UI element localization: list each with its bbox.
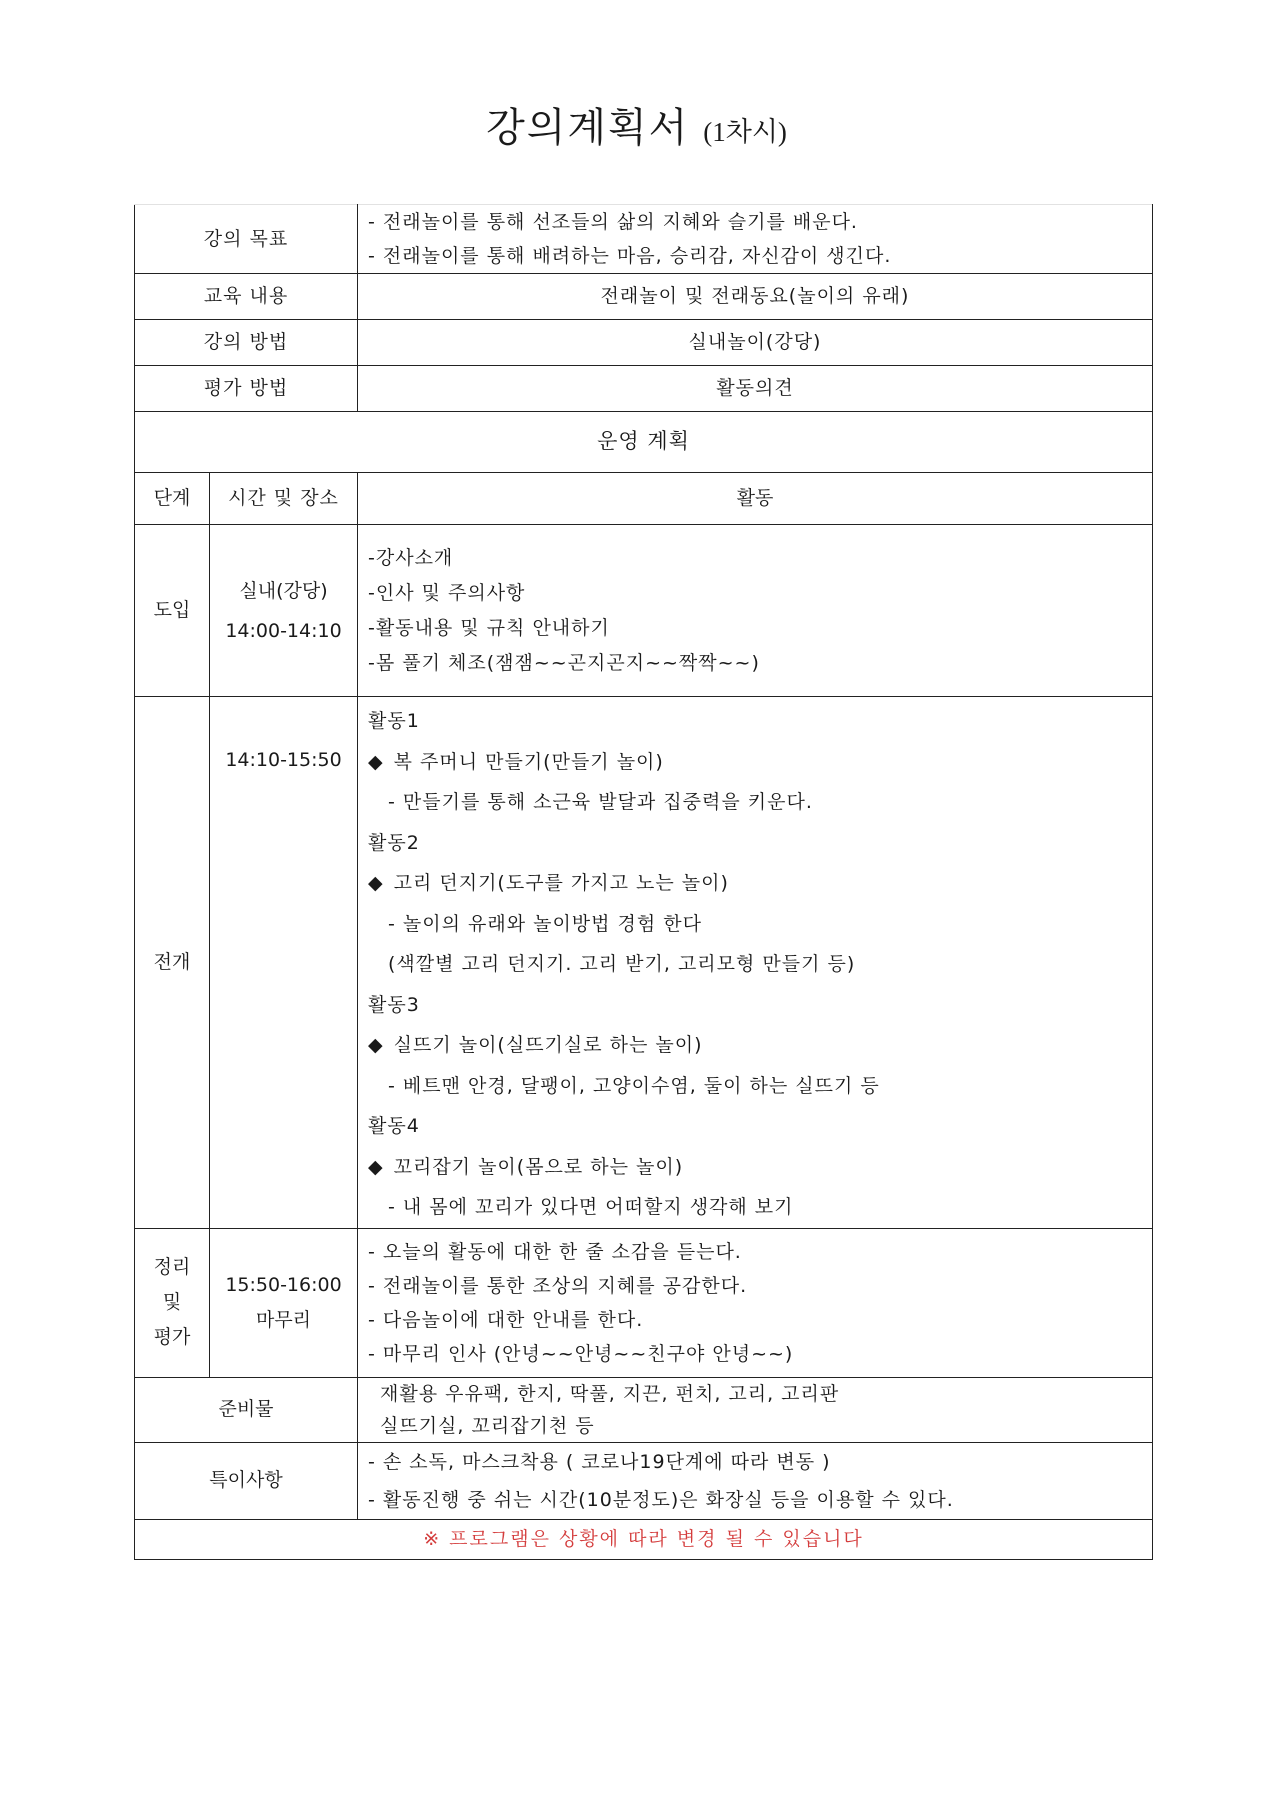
activity-heading: 활동2 — [368, 831, 420, 854]
intro-line: -인사 및 주의사항 — [368, 581, 526, 604]
intro-activity-cell — [358, 525, 1153, 697]
activity-heading: 활동4 — [368, 1115, 420, 1137]
closing-activity-cell — [358, 1228, 1153, 1377]
main-time-cell — [210, 697, 358, 1229]
eval-row — [135, 366, 1153, 412]
closing-time-cell — [210, 1228, 358, 1377]
method-value: 실내놀이(강당) — [358, 320, 1153, 366]
activity-item: ◆ 복 주머니 만들기(만들기 놀이) — [368, 742, 1142, 783]
content-row — [135, 274, 1153, 320]
activity-heading: 활동1 — [368, 710, 420, 732]
plan-heading: 운영 계획 — [135, 412, 1153, 473]
closing-line: - 마무리 인사 (안녕~~안녕~~친구야 안녕~~) — [368, 1342, 794, 1365]
col-stage-header: 단계 — [135, 473, 210, 525]
content-value: 전래놀이 및 전래동요(놀이의 유래) — [358, 274, 1153, 320]
closing-stage-line: 평가 — [153, 1326, 191, 1348]
closing-stage-cell — [135, 1228, 210, 1377]
goal-line: - 전래놀이를 통해 배려하는 마음, 승리감, 자신감이 생긴다. — [368, 245, 892, 267]
special-label: 특이사항 — [135, 1442, 358, 1519]
closing-line: - 전래놀이를 통한 조상의 지혜를 공감한다. — [368, 1274, 748, 1297]
goal-cell — [358, 205, 1153, 274]
title-session: (1차시) — [703, 117, 787, 147]
main-row — [135, 697, 1153, 1229]
intro-time-cell — [210, 525, 358, 697]
col-activity-header: 활동 — [358, 473, 1153, 525]
intro-place: 실내(강당) — [239, 579, 328, 602]
notice-row — [135, 1519, 1153, 1559]
prep-row — [135, 1377, 1153, 1442]
method-row — [135, 320, 1153, 366]
eval-value: 활동의견 — [358, 366, 1153, 412]
goal-row — [135, 205, 1153, 274]
plan-heading-row — [135, 412, 1153, 473]
intro-row — [135, 525, 1153, 697]
intro-line: -강사소개 — [368, 546, 454, 569]
activity-extra: (색깔별 고리 던지기. 고리 받기, 고리모형 만들기 등) — [388, 953, 856, 975]
main-time: 14:10-15:50 — [225, 749, 342, 771]
content-label: 교육 내용 — [135, 274, 358, 320]
activity-heading: 활동3 — [368, 993, 420, 1016]
plan-header-row — [135, 473, 1153, 525]
activity-item: ◆ 고리 던지기(도구를 가지고 노는 놀이) — [368, 863, 1142, 904]
goal-line: - 전래놀이를 통해 선조들의 삶의 지혜와 슬기를 배운다. — [368, 211, 858, 233]
goal-label: 강의 목표 — [135, 205, 358, 274]
method-label: 강의 방법 — [135, 320, 358, 366]
prep-cell — [358, 1377, 1153, 1442]
closing-line: - 오늘의 활동에 대한 한 줄 소감을 듣는다. — [368, 1240, 742, 1263]
closing-place: 마무리 — [255, 1308, 312, 1331]
activity-detail: - 놀이의 유래와 놀이방법 경험 한다 — [388, 912, 703, 935]
lecture-plan-table — [134, 204, 1153, 1560]
activity-item: ◆ 꼬리잡기 놀이(몸으로 하는 놀이) — [368, 1147, 1142, 1188]
closing-stage-line: 및 — [162, 1291, 182, 1313]
eval-label: 평가 방법 — [135, 366, 358, 412]
document-title — [0, 96, 1273, 153]
activity-detail: - 만들기를 통해 소근육 발달과 집중력을 키운다. — [388, 791, 813, 813]
activity-detail: - 베트맨 안경, 달팽이, 고양이수염, 둘이 하는 실뜨기 등 — [388, 1074, 880, 1097]
title-main: 강의계획서 — [486, 105, 690, 151]
prep-label: 준비물 — [135, 1377, 358, 1442]
intro-line: -몸 풀기 체조(잼잼~~곤지곤지~~짝짝~~) — [368, 651, 760, 674]
closing-time: 15:50-16:00 — [225, 1273, 342, 1296]
closing-stage-line: 정리 — [153, 1256, 191, 1278]
intro-time: 14:00-14:10 — [225, 619, 342, 642]
prep-line: 실뜨기실, 꼬리잡기천 등 — [380, 1414, 595, 1437]
col-time-header: 시간 및 장소 — [210, 473, 358, 525]
main-stage: 전개 — [135, 697, 210, 1229]
main-activity-cell — [358, 697, 1153, 1229]
activity-item: ◆ 실뜨기 놀이(실뜨기실로 하는 놀이) — [368, 1025, 1142, 1066]
intro-line: -활동내용 및 규칙 안내하기 — [368, 616, 610, 639]
special-cell — [358, 1442, 1153, 1519]
special-line: - 손 소독, 마스크착용 ( 코로나19단계에 따라 변동 ) — [368, 1450, 831, 1473]
intro-stage: 도입 — [135, 525, 210, 697]
special-row — [135, 1442, 1153, 1519]
prep-line: 재활용 우유팩, 한지, 딱풀, 지끈, 펀치, 고리, 고리판 — [380, 1382, 840, 1405]
activity-detail: - 내 몸에 꼬리가 있다면 어떠할지 생각해 보기 — [388, 1196, 794, 1218]
closing-row — [135, 1228, 1153, 1377]
notice-text: ※ 프로그램은 상황에 따라 변경 될 수 있습니다 — [135, 1519, 1153, 1559]
special-line: - 활동진행 중 쉬는 시간(10분정도)은 화장실 등을 이용할 수 있다. — [368, 1488, 954, 1511]
closing-line: - 다음놀이에 대한 안내를 한다. — [368, 1308, 644, 1331]
